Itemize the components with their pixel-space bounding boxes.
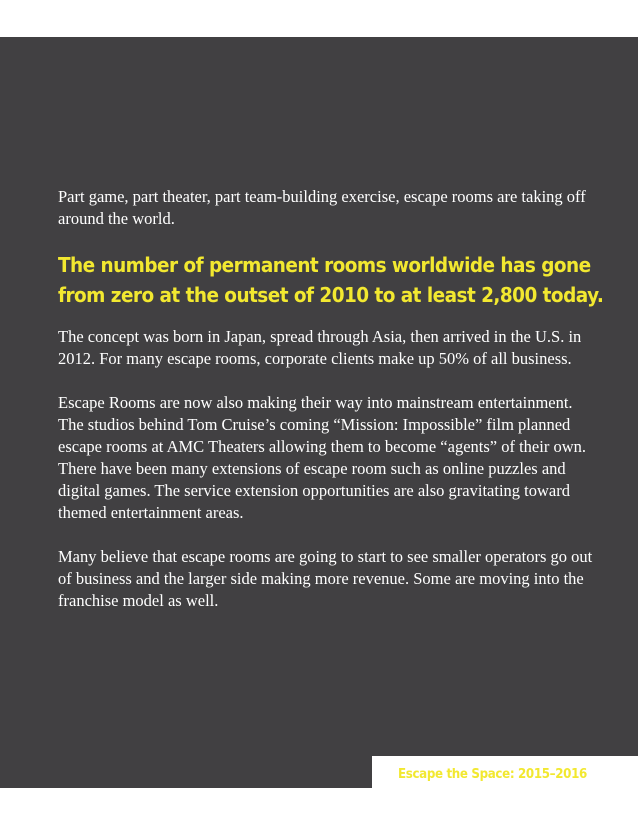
- pull-quote-headline: [58, 250, 604, 310]
- intro-paragraph: Part game, part theater, part team-building exercise, escape rooms are taking off around the world.: [58, 187, 586, 228]
- headline-line-2: from zero at the outset of 2010 to at least 2,800 today.: [58, 283, 604, 307]
- content-panel: [0, 37, 638, 788]
- headline-line-1: The number of permanent rooms worldwide has gone: [58, 253, 591, 277]
- body-paragraph: Escape Rooms are now also making their way into mainstream entertainment. The studios behind Tom Cruise’s coming “Mission: Impossible” film planned escape rooms at AMC Theaters allowing them to become “agents” of their own. There have been many extensions of escape room such as online puzzles and digital games. The service extension opportunities are also gravitating toward themed entertainment areas.: [58, 393, 586, 522]
- footer-label-box: [372, 756, 638, 796]
- article-body: [58, 186, 604, 612]
- body-paragraph: Many believe that escape rooms are going to start to see smaller operators go out of business and the larger side making more revenue. Some are moving into the franchise model as well.: [58, 547, 593, 610]
- body-paragraph: The concept was born in Japan, spread through Asia, then arrived in the U.S. in 2012. For many escape rooms, corporate clients make up 50% of all business.: [58, 327, 582, 368]
- footer-label: Escape the Space: 2015–2016: [398, 766, 587, 782]
